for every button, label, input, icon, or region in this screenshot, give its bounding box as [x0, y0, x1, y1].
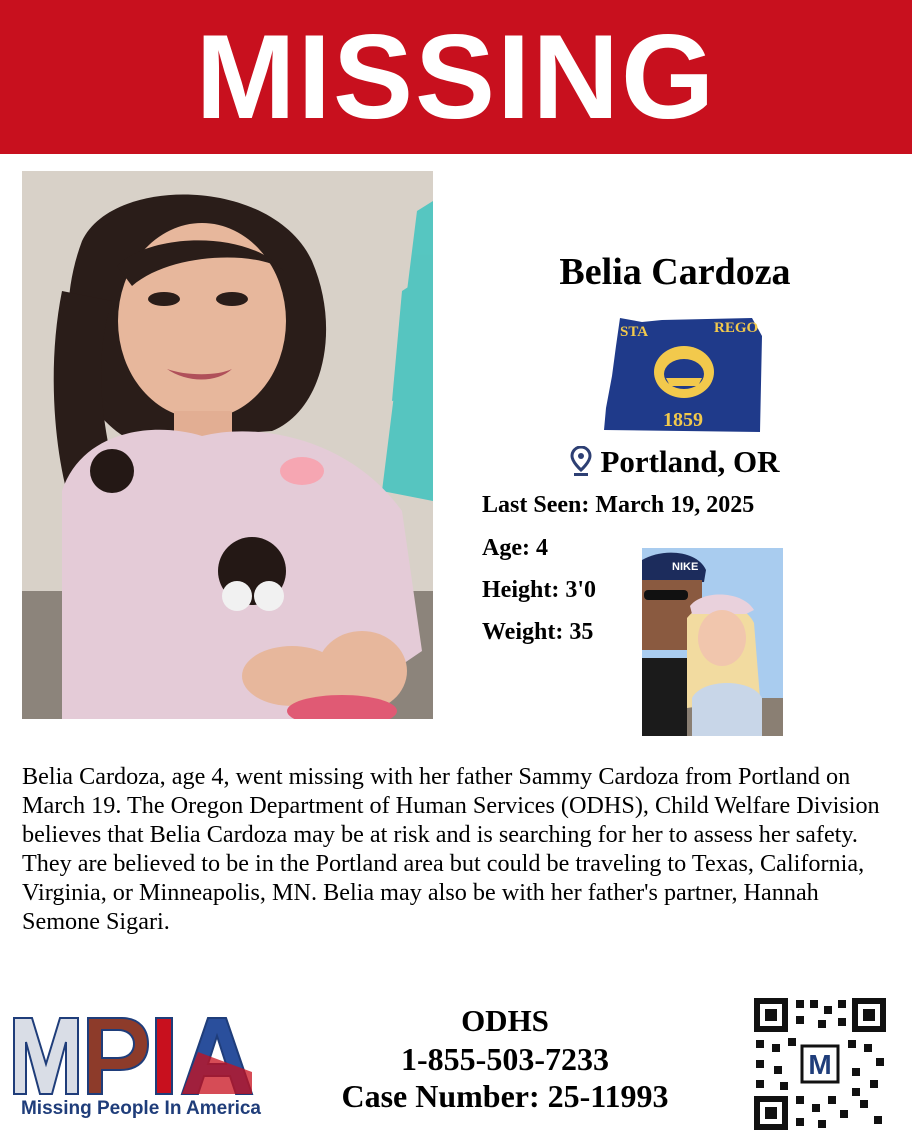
weight: Weight: 35 [482, 619, 594, 645]
flag-text-right: REGO [714, 320, 759, 336]
height: Height: 3'0 [482, 577, 596, 603]
child-photo [22, 171, 433, 719]
svg-text:NIKE: NIKE [672, 561, 699, 573]
missing-banner [0, 0, 912, 154]
oregon-flag-icon [602, 316, 764, 434]
mpia-letters-icon [10, 1012, 272, 1097]
age: Age: 4 [482, 535, 548, 561]
mpia-logo [10, 1012, 272, 1120]
mpia-tagline: Missing People In America [20, 1098, 262, 1119]
qr-code-icon[interactable] [752, 996, 888, 1132]
location-pin-icon [570, 446, 592, 476]
person-name: Belia Cardoza [559, 251, 791, 293]
companions-photo [642, 548, 783, 736]
agency-phone[interactable]: 1-855-503-7233 [401, 1041, 609, 1077]
qr-center-letter: M [808, 1049, 832, 1080]
banner-title: MISSING [195, 10, 717, 144]
flag-text-left: STA [620, 324, 649, 340]
last-seen: Last Seen: March 19, 2025 [482, 492, 755, 518]
case-description: Belia Cardoza, age 4, went missing with her father Sammy Cardoza from Portland on March 19. The Oregon Department of Human Services (ODHS), Child Welfare Division believes that Belia Cardoza may be at risk and is searching for her to assess her safety. They are believed to be in the Portland area but could be traveling to Texas, California, Virginia, or Minneapolis, MN. Belia may also be with her father's partner, Hannah Semone Sigari. [22, 763, 880, 935]
flag-year: 1859 [663, 409, 703, 431]
location-line [470, 444, 880, 480]
companions-photo-illustration [642, 548, 783, 736]
agency-name: ODHS [461, 1003, 549, 1038]
case-number: Case Number: 25-11993 [341, 1078, 669, 1114]
child-photo-illustration [22, 171, 433, 719]
location-text: Portland, OR [600, 444, 780, 479]
